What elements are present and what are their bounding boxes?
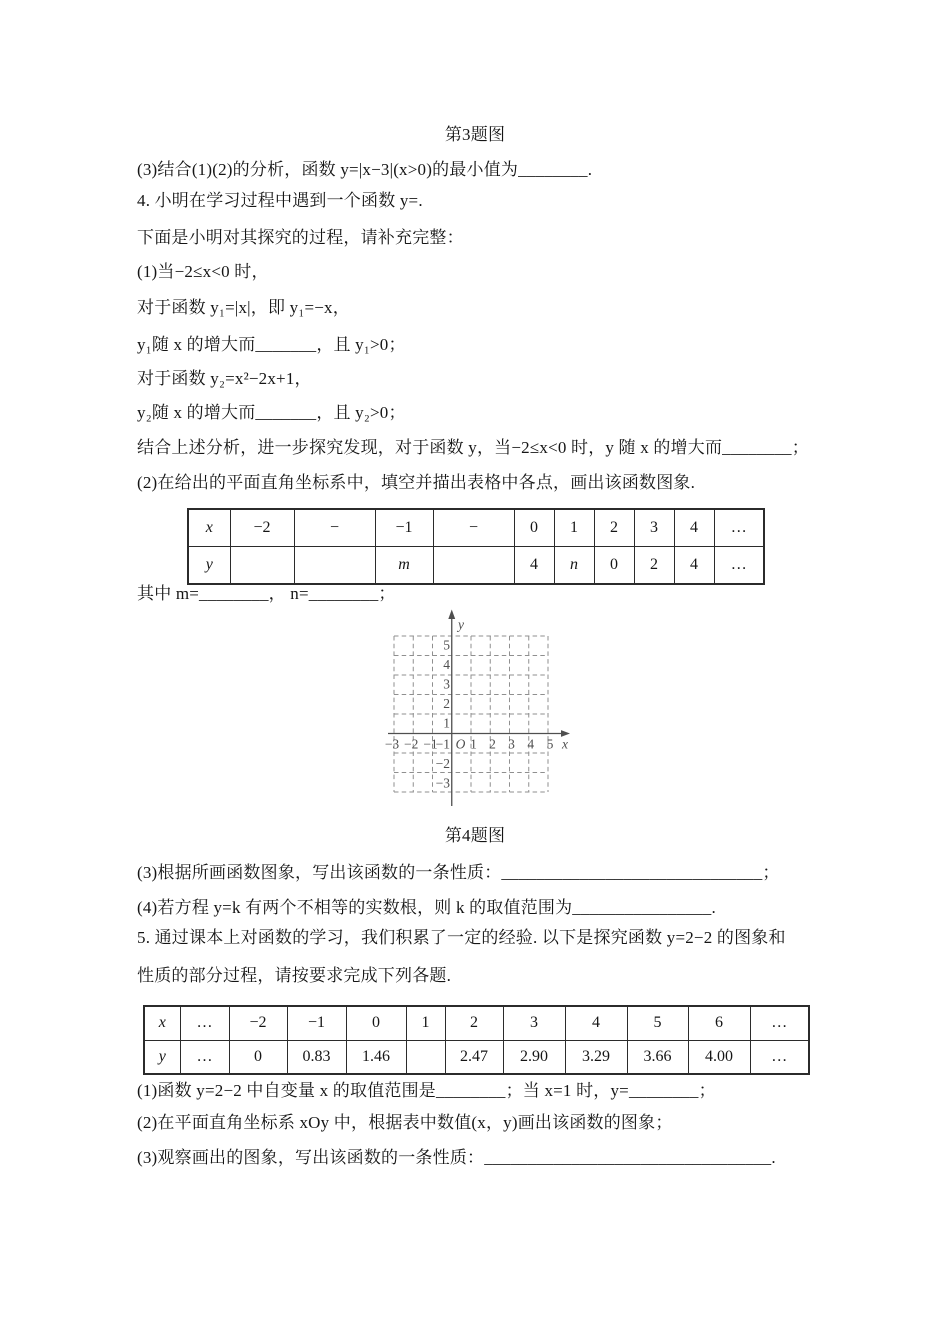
q5-intro-line2: 性质的部分过程，请按要求完成下列各题. (137, 966, 452, 985)
table-cell: 2 (634, 547, 674, 585)
q4-intro-line: 4. 小明在学习过程中遇到一个函数 y=. (137, 191, 423, 210)
table-cell: … (714, 509, 764, 547)
y-tick-m2: −2 (435, 756, 450, 771)
q4-values-table (187, 508, 765, 585)
table-cell: 1.46 (346, 1040, 406, 1074)
q4-part1-summary-line: 结合上述分析，进一步探究发现，对于函数 y，当−2≤x<0 时，y 随 x 的增大而________； (137, 438, 809, 457)
table-cell: 4 (674, 509, 714, 547)
x-tick-m2: −2 (404, 736, 419, 752)
table-cell: y (144, 1040, 180, 1074)
table-cell: 5 (627, 1006, 688, 1040)
table-cell: −1 (287, 1006, 346, 1040)
table-cell: 4 (514, 547, 554, 585)
table-cell: n (554, 547, 594, 585)
table-cell: 0 (594, 547, 634, 585)
q4-part1-condition-line: (1)当−2≤x<0 时， (137, 262, 269, 281)
q5-part3-line: (3)观察画出的图象，写出该函数的一条性质：_________________________________. (137, 1148, 776, 1167)
table-cell: 3.29 (565, 1040, 627, 1074)
table-cell (294, 547, 375, 585)
table-cell: y (188, 547, 230, 585)
y-tick-3: 3 (443, 676, 450, 692)
table-cell: x (188, 509, 230, 547)
table-cell: 3.66 (627, 1040, 688, 1074)
table-cell (433, 547, 514, 585)
axes (388, 616, 565, 806)
table-cell: 0 (514, 509, 554, 547)
q4-lead-line: 下面是小明对其探究的过程，请补充完整： (137, 228, 464, 247)
q4-part1-func1-line: 对于函数 y₁=|x|，即 y₁=−x， (137, 298, 350, 317)
q4-part4-line: (4)若方程 y=k 有两个不相等的实数根，则 k 的取值范围为________________. (137, 898, 716, 917)
table-cell: x (144, 1006, 180, 1040)
table-cell: 2.47 (445, 1040, 503, 1074)
x-axis-label: x (562, 736, 568, 752)
x-tick-m1: −1 (423, 736, 438, 752)
table-row (188, 509, 764, 547)
table-cell (230, 547, 294, 585)
x-tick-2: 2 (489, 736, 496, 752)
table-cell: 2 (594, 509, 634, 547)
table-cell: … (180, 1006, 229, 1040)
figure3-caption: 第3题图 (444, 125, 506, 144)
grid-lines (394, 636, 548, 792)
table-cell: −2 (229, 1006, 287, 1040)
q4-mn-blanks-line: 其中 m=________， n=________； (137, 584, 396, 603)
table-cell: … (750, 1040, 809, 1074)
table-cell: … (750, 1006, 809, 1040)
q4-part1-func1-blank-line: y₁随 x 的增大而_______，且 y₁>0； (137, 335, 406, 354)
table-cell: 3 (503, 1006, 565, 1040)
figure4-caption: 第4题图 (444, 826, 506, 845)
coordinate-grid (383, 608, 581, 814)
table-cell: m (375, 547, 433, 585)
x-tick-1: 1 (470, 736, 477, 752)
table-cell: 2.90 (503, 1040, 565, 1074)
table-cell: … (714, 547, 764, 585)
q5-part2-line: (2)在平面直角坐标系 xOy 中，根据表中数值(x，y)画出该函数的图象； (137, 1113, 673, 1132)
q4-part1-func2-blank-line: y₂随 x 的增大而_______，且 y₂>0； (137, 403, 406, 422)
table-cell: − (294, 509, 375, 547)
x-tick-5: 5 (546, 736, 554, 752)
table-row (144, 1006, 809, 1040)
x-tick-m3: −3 (384, 736, 400, 752)
table-row (144, 1040, 809, 1074)
table-cell: 4.00 (688, 1040, 750, 1074)
q4-part2-line: (2)在给出的平面直角坐标系中，填空并描出表格中各点，画出该函数图象. (137, 473, 696, 492)
q4-part1-func2-line: 对于函数 y₂=x²−2x+1， (137, 369, 312, 388)
table-cell: 2 (445, 1006, 503, 1040)
x-tick-3: 3 (508, 736, 515, 752)
q5-part1-line: (1)函数 y=2−2 中自变量 x 的取值范围是________；当 x=1 时，y=________； (137, 1081, 716, 1100)
table-cell: 6 (688, 1006, 750, 1040)
table-cell: −2 (230, 509, 294, 547)
q4-part3-line: (3)根据所画函数图象，写出该函数的一条性质：______________________________； (137, 863, 780, 882)
table-cell: 1 (554, 509, 594, 547)
table-cell: 0.83 (287, 1040, 346, 1074)
table-cell: … (180, 1040, 229, 1074)
table-cell: 0 (346, 1006, 406, 1040)
y-tick-m3: −3 (435, 775, 450, 791)
origin-label: O (455, 736, 466, 752)
table-cell: −1 (375, 509, 433, 547)
y-tick-1: 1 (443, 715, 450, 731)
table-cell (406, 1040, 445, 1074)
table-cell: 4 (674, 547, 714, 585)
y-tick-2: 2 (443, 696, 450, 711)
q3-part3-line: (3)结合(1)(2)的分析，函数 y=|x−3|(x>0)的最小值为________. (137, 160, 593, 179)
table-cell: 3 (634, 509, 674, 547)
y-tick-m1: −1 (435, 736, 450, 752)
x-tick-4: 4 (527, 736, 535, 752)
table-cell: − (433, 509, 514, 547)
table-cell: 1 (406, 1006, 445, 1040)
q5-intro-line1: 5. 通过课本上对函数的学习，我们积累了一定的经验. 以下是探究函数 y=2−2 的图象和 (137, 928, 786, 947)
y-axis-arrow (448, 610, 455, 620)
y-tick-5: 5 (443, 637, 450, 653)
q5-values-table (143, 1005, 810, 1075)
y-axis-label: y (458, 617, 464, 632)
y-tick-4: 4 (443, 657, 450, 672)
table-cell: 0 (229, 1040, 287, 1074)
table-cell: 4 (565, 1006, 627, 1040)
table-row (188, 547, 764, 585)
axis-arrows (448, 610, 570, 737)
